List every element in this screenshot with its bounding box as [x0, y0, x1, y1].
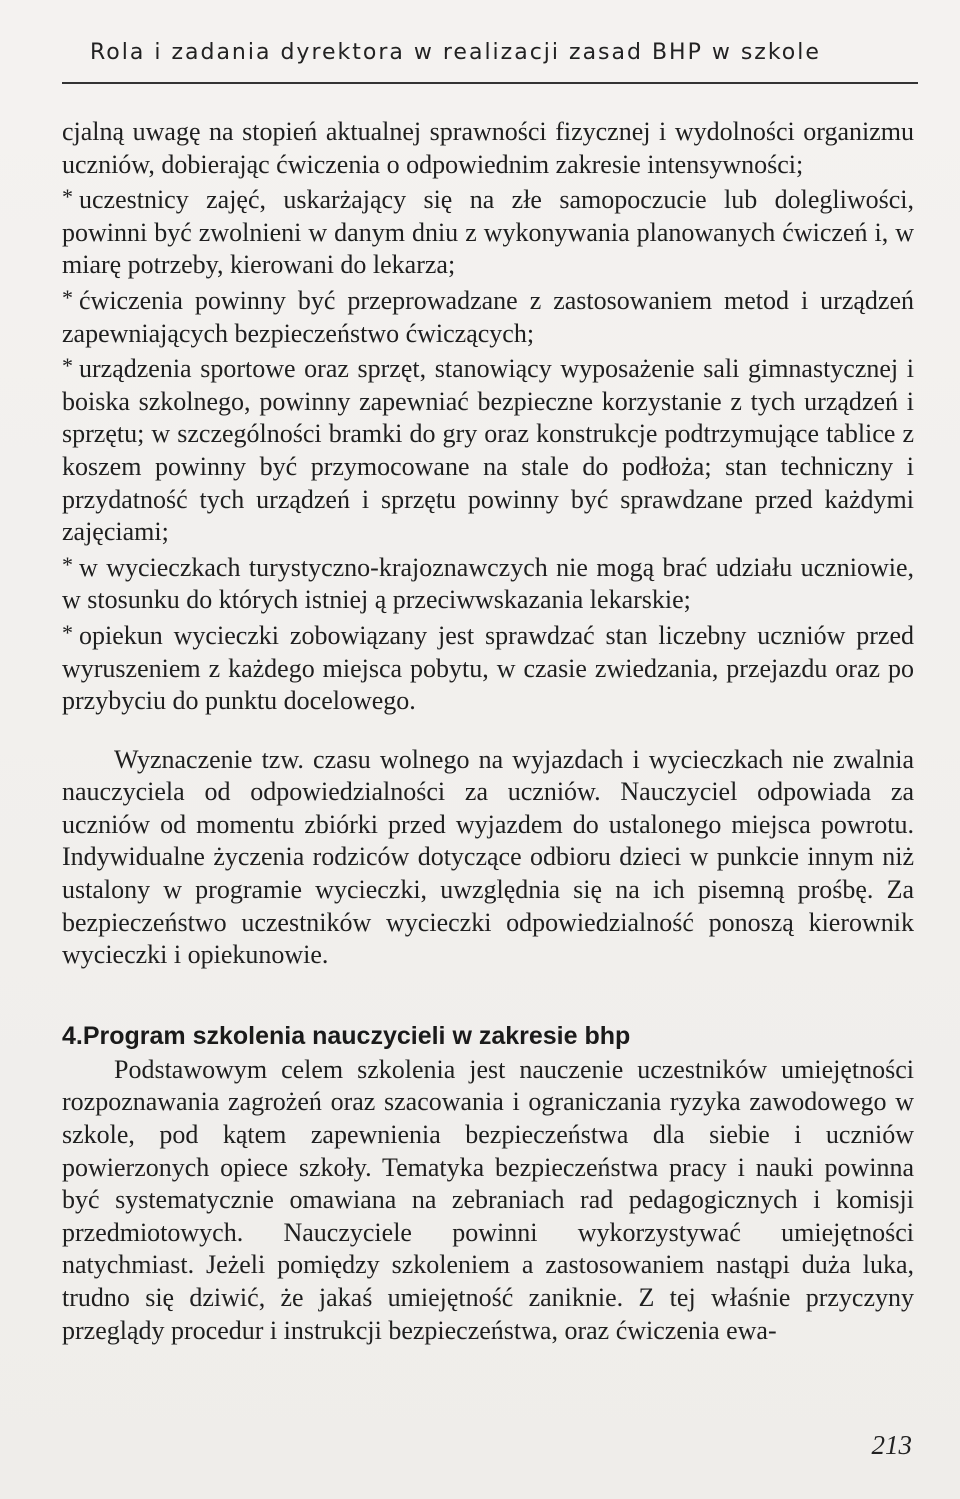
section-heading: 4.Program szkolenia nauczycieli w zakresie bhp	[62, 1021, 631, 1050]
bullet-text: uczestnicy zajęć, uskarżający się na złe samopoczucie lub dolegliwości, powinni być zwolnieni w danym dniu z wykonywania planowanych ćwiczeń i, w miarę potrzeby, kierowani do lekarza;	[62, 185, 914, 280]
bullet-text: w wycieczkach turystyczno-krajoznawczych nie mogą brać udziału uczniowie, w stosunku do których istniej ą przeciwwskazania lekarskie;	[62, 552, 914, 615]
bullet-item	[62, 181, 914, 282]
page-number: 213	[871, 1430, 912, 1460]
header-rule	[62, 82, 918, 84]
asterisk-bullet: *	[62, 353, 73, 379]
bullet-item	[62, 350, 914, 549]
asterisk-bullet: *	[62, 551, 73, 577]
intro-text: cjalną uwagę na stopień aktualnej sprawności fizycznej i wydolności organizmu uczniów, dobierając ćwiczenia o odpowiednim zakresie intensywności;	[62, 117, 914, 179]
asterisk-bullet: *	[62, 284, 73, 310]
bullet-text: ćwiczenia powinny być przeprowadzane z zastosowaniem metod i urządzeń zapewniających bezpieczeństwo ćwiczących;	[62, 285, 914, 348]
asterisk-bullet: *	[62, 619, 73, 645]
page-body	[62, 116, 914, 1347]
paragraph-training: Podstawowym celem szkolenia jest nauczenie uczestników umiejętności rozpoznawania zagrożeń oraz szacowania i ograniczania ryzyka zawodowego w szkole, pod kątem zapewnienia bezpieczeństwa dla siebie i uczniów powierzonych opiece szkoły. Tematyka bezpieczeństwa pracy i nauki powinna być systematycznie omawiana na zebraniach rad pedagogicznych i komisji przedmiotowych. Nauczyciele powinni wykorzystywać umiejętności natychmiast. Jeżeli pomiędzy szkoleniem a zastosowaniem nastąpi duża luka, trudno się dziwić, że jakaś umiejętność zaniknie. Z tej właśnie przyczyny przeglądy procedur i instrukcji bezpieczeństwa, oraz ćwiczenia ewa-	[62, 1054, 914, 1345]
paragraph-free-time: Wyznaczenie tzw. czasu wolnego na wyjazdach i wycieczkach nie zwalnia nauczyciela od odpowiedzialności za uczniów. Nauczyciel odpowiada za uczniów od momentu zbiórki przed wyjazdem do ustalonego miejsca powrotu. Indywidualne życzenia rodziców dotyczące odbioru dzieci w punkcie innym niż ustalony w programie wycieczki, uwzględnia się na ich pisemną prośbę. Za bezpieczeństwo uczestników wycieczki odpowiedzialność ponoszą kierownik wycieczki i opiekunowie.	[62, 744, 914, 970]
bullet-item	[62, 617, 914, 718]
running-header: Rola i zadania dyrektora w realizacji zasad BHP w szkole	[90, 40, 821, 65]
bullet-item	[62, 282, 914, 350]
bullet-text: opiekun wycieczki zobowiązany jest sprawdzać stan liczebny uczniów przed wyruszeniem z każdego miejsca pobytu, w czasie zwiedzania, przejazdu oraz po przybyciu do punktu docelowego.	[62, 620, 914, 716]
bullet-item	[62, 549, 914, 617]
asterisk-bullet: *	[62, 184, 73, 210]
bullet-text: urządzenia sportowe oraz sprzęt, stanowiący wyposażenie sali gimnastycznej i boiska szkolnego, powinny zapewniać bezpieczne korzystanie z tych urządzeń i sprzętu; w szczególności bramki do gry oraz konstrukcje podtrzymujące tablice z koszem powinny być przymocowane na stale do podłoża; stan techniczny i przydatność tych urządzeń i sprzętu powinny być sprawdzane przed każdymi zajęciami;	[62, 354, 914, 547]
